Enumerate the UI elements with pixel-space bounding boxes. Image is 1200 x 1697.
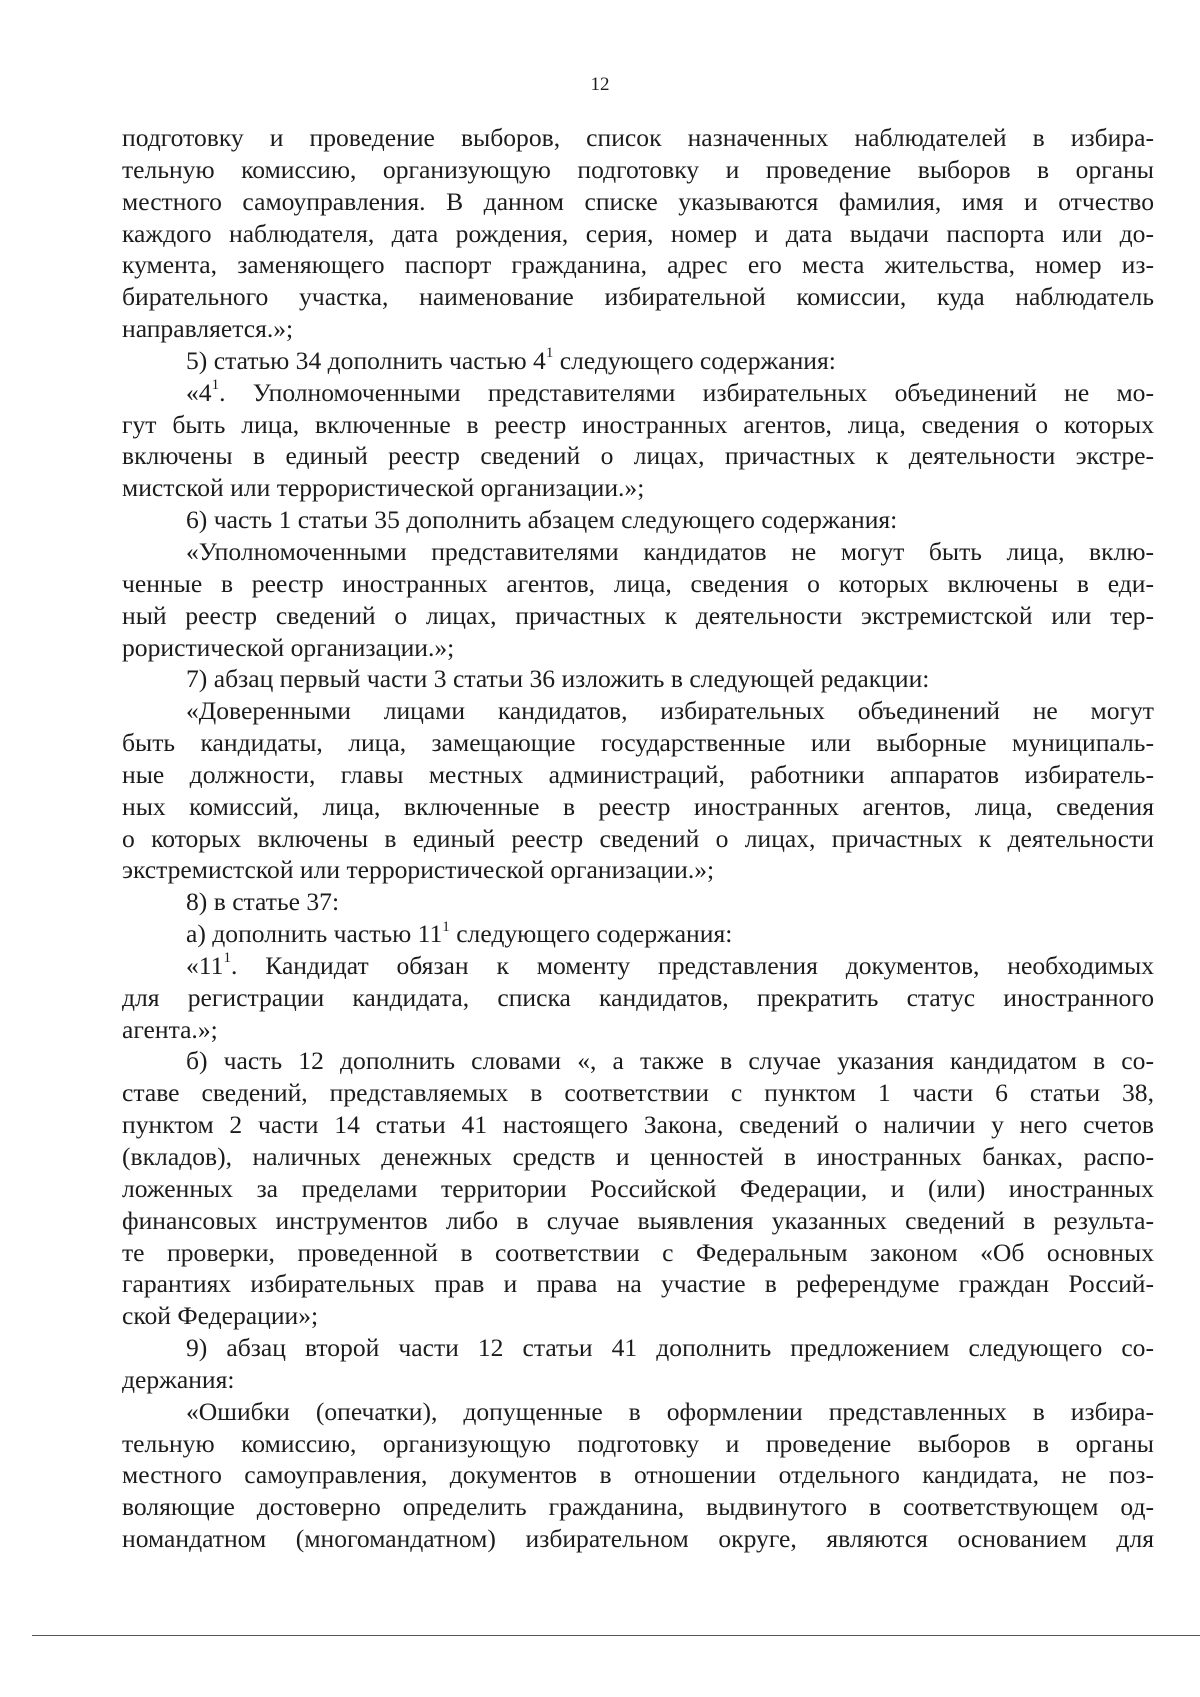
text-segment: местного самоуправления. В данном списке указываются фамилия, имя и отчество (122, 186, 1154, 216)
text-line (122, 1109, 1154, 1141)
text-line (122, 823, 1154, 855)
text-segment: рористической организации.»; (122, 632, 455, 662)
text-segment: гут быть лица, включенные в реестр иностранных агентов, лица, сведения о которых (122, 409, 1154, 439)
text-line (122, 1459, 1154, 1491)
page-number: 12 (590, 74, 610, 95)
text-segment: быть кандидаты, лица, замещающие государственные или выборные муниципаль- (122, 728, 1154, 758)
text-segment: б) часть 12 дополнить словами «, а также в случае указания кандидатом в со- (186, 1046, 1154, 1076)
text-segment: о которых включены в единый реестр сведений о лицах, причастных к деятельности (122, 823, 1154, 853)
text-line (122, 1332, 1154, 1364)
text-line (122, 154, 1154, 186)
superscript: 1 (223, 950, 231, 967)
text-line (122, 377, 1154, 409)
text-segment: воляющие достоверно определить гражданина, выдвинутого в соответствующем од- (122, 1492, 1154, 1522)
text-line (122, 536, 1154, 568)
text-line (122, 1077, 1154, 1109)
text-segment: следующего содержания: (553, 345, 836, 375)
text-segment: для регистрации кандидата, списка кандидатов, прекратить статус иностранного (122, 982, 1154, 1012)
text-segment: ных комиссий, лица, включенные в реестр иностранных агентов, лица, сведения (122, 791, 1154, 821)
text-line (122, 568, 1154, 600)
text-line (122, 663, 1154, 695)
text-segment: ской Федерации»; (122, 1301, 319, 1331)
text-segment: включены в единый реестр сведений о лицах, причастных к деятельности экстре- (122, 441, 1154, 471)
text-line (122, 1014, 1154, 1046)
text-line (122, 281, 1154, 313)
text-segment: ные должности, главы местных администраций, работники аппаратов избиратель- (122, 759, 1154, 789)
text-line (122, 409, 1154, 441)
text-segment: 7) абзац первый части 3 статьи 36 изложить в следующей редакции: (186, 664, 930, 694)
text-segment: держания: (122, 1364, 235, 1394)
superscript: 1 (545, 345, 554, 362)
text-line (122, 886, 1154, 918)
text-line (122, 791, 1154, 823)
text-segment: гарантиях избирательных прав и права на участие в референдуме граждан Россий- (122, 1269, 1154, 1299)
text-segment: ный реестр сведений о лицах, причастных к деятельности экстремистской или тер- (122, 600, 1154, 630)
text-line (122, 1045, 1154, 1077)
text-segment: ставе сведений, представляемых в соответствии с пунктом 1 части 6 статьи 38, (122, 1078, 1154, 1108)
text-segment: (вкладов), наличных денежных средств и ценностей в иностранных банках, распо- (122, 1142, 1154, 1171)
text-line (122, 1268, 1154, 1300)
text-segment: ложенных за пределами территории Российской Федерации, и (или) иностранных (122, 1173, 1154, 1203)
bottom-rule (32, 1635, 1200, 1636)
text-segment: номандатном (многомандатном) избирательном округе, являются основанием для (122, 1524, 1154, 1554)
text-line (122, 1491, 1154, 1523)
text-line (122, 759, 1154, 791)
text-segment: направляется.»; (122, 314, 294, 344)
text-segment: финансовых инструментов либо в случае выявления указанных сведений в результа- (122, 1205, 1154, 1235)
text-line (122, 313, 1154, 345)
text-segment: ченные в реестр иностранных агентов, лица, сведения о которых включены в еди- (122, 568, 1154, 598)
text-segment: . Кандидат обязан к моменту представления документов, необходимых (230, 950, 1154, 980)
text-segment: 9) абзац второй части 12 статьи 41 дополнить предложением следующего со- (186, 1333, 1154, 1363)
text-segment: мистской или террористической организации.»; (122, 473, 645, 503)
text-line (122, 727, 1154, 759)
text-segment: кумента, заменяющего паспорт гражданина, адрес его места жительства, номер из- (122, 250, 1154, 280)
superscript: 1 (442, 918, 450, 935)
text-line (122, 1205, 1154, 1237)
text-segment: те проверки, проведенной в соответствии с Федеральным законом «Об основных (122, 1237, 1154, 1267)
text-line (122, 249, 1154, 281)
text-line (122, 1523, 1154, 1555)
text-segment: каждого наблюдателя, дата рождения, серия, номер и дата выдачи паспорта или до- (122, 218, 1154, 248)
text-line (122, 186, 1154, 218)
text-line (122, 218, 1154, 250)
text-line (122, 600, 1154, 632)
text-line (122, 1300, 1154, 1332)
text-line (122, 345, 1154, 377)
text-segment: бирательного участка, наименование избирательной комиссии, куда наблюдатель (122, 282, 1154, 312)
text-segment: 8) в статье 37: (186, 887, 340, 917)
text-line (122, 1141, 1154, 1173)
text-segment: тельную комиссию, организующую подготовку и проведение выборов в органы (122, 154, 1154, 184)
text-segment: 5) статью 34 дополнить частью 4 (186, 345, 546, 375)
text-line (122, 1364, 1154, 1396)
text-line (122, 122, 1154, 154)
superscript: 1 (211, 377, 220, 394)
text-line (122, 1428, 1154, 1460)
text-line (122, 918, 1154, 950)
text-line (122, 504, 1154, 536)
text-segment: «4 (186, 377, 212, 407)
text-segment: «Уполномоченными представителями кандидатов не могут быть лица, вклю- (186, 536, 1154, 566)
text-line (122, 440, 1154, 472)
text-line (122, 854, 1154, 886)
text-line (122, 632, 1154, 664)
text-segment: «Ошибки (опечатки), допущенные в оформлении представленных в избира- (186, 1396, 1154, 1426)
text-segment: следующего содержания: (449, 919, 733, 949)
text-line (122, 982, 1154, 1014)
text-segment: . Уполномоченными представителями избирательных объединений не мо- (219, 377, 1154, 407)
text-segment: пунктом 2 части 14 статьи 41 настоящего Закона, сведений о наличии у него счетов (122, 1110, 1154, 1140)
text-segment: 6) часть 1 статьи 35 дополнить абзацем следующего содержания: (186, 505, 898, 535)
text-line (122, 472, 1154, 504)
text-segment: экстремистской или террористической организации.»; (122, 855, 715, 885)
document-body (122, 122, 1154, 1555)
text-line (122, 1237, 1154, 1269)
text-segment: агента.»; (122, 1014, 218, 1044)
text-segment: «Доверенными лицами кандидатов, избирательных объединений не могут (186, 696, 1154, 726)
text-line (122, 695, 1154, 727)
text-line (122, 1396, 1154, 1428)
text-line (122, 950, 1154, 982)
text-segment: а) дополнить частью 11 (186, 919, 443, 949)
text-line (122, 1173, 1154, 1205)
text-segment: подготовку и проведение выборов, список назначенных наблюдателей в избира- (122, 123, 1154, 152)
text-segment: «11 (186, 950, 224, 980)
text-segment: местного самоуправления, документов в отношении отдельного кандидата, не поз- (122, 1460, 1154, 1490)
text-segment: тельную комиссию, организующую подготовку и проведение выборов в органы (122, 1428, 1154, 1458)
